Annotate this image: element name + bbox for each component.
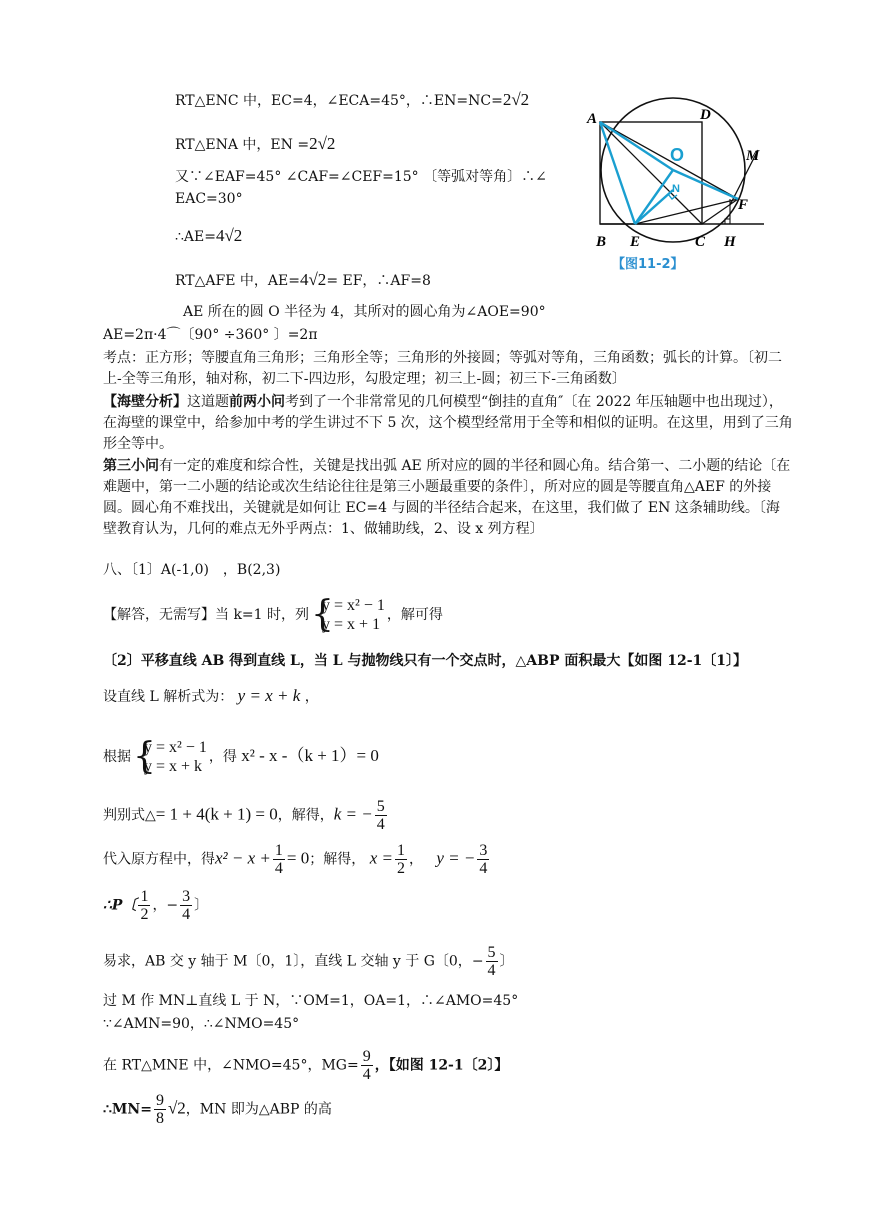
y-value: y = − xyxy=(436,848,476,868)
line-p5 xyxy=(103,798,389,833)
text: 在 RT△MNE 中，∠NMO=45°，MG= xyxy=(103,1057,359,1074)
numerator: 1 xyxy=(274,842,283,859)
separator: ，− xyxy=(152,897,179,914)
text: ∴MN= xyxy=(103,1101,152,1118)
numerator: 3 xyxy=(182,888,191,905)
line-of xyxy=(673,170,738,199)
text: 代入原方程中，得 xyxy=(103,851,215,868)
text: 【解答，无需写】当 k=1 时，列 xyxy=(103,607,310,623)
line-5 xyxy=(175,270,431,291)
text-tail: ， xyxy=(304,689,319,705)
numerator: 5 xyxy=(376,798,385,815)
formula: x² - x -（k + 1）= 0 xyxy=(241,746,379,765)
denominator: 4 xyxy=(274,860,283,877)
text: ∴AE= xyxy=(175,229,216,245)
denominator: 4 xyxy=(376,816,385,833)
close: 〕 xyxy=(499,953,514,970)
line-p6: 代入原方程中，得x² − x + $\frac{1}{4}$ = 0；解得， x = $\frac{1}{2}$ ， y = − $\frac{3}{4}$ xyxy=(103,842,488,877)
line-af xyxy=(600,122,738,199)
text-mid: ，解得， xyxy=(277,807,334,824)
denominator: 4 xyxy=(362,1066,371,1083)
denominator: 4 xyxy=(479,860,488,877)
haibi-analysis xyxy=(103,392,793,455)
text: 易求，AB 交 y 轴于 M〔0，1〕，直线 L 交轴 y 于 G〔0， xyxy=(103,953,472,970)
label-d: D xyxy=(700,107,711,123)
eq-1: y = x² − 1 xyxy=(322,597,385,614)
value: 4√2 xyxy=(215,226,243,245)
denominator: 2 xyxy=(140,906,149,923)
text-tail: ，解可得 xyxy=(386,607,443,623)
fraction-5-4 xyxy=(375,798,387,833)
line-p12 xyxy=(103,1092,332,1127)
value: 4√2 xyxy=(299,270,327,289)
heading: 【海壁分析】 xyxy=(103,394,187,410)
line-p7 xyxy=(103,888,208,923)
line-4 xyxy=(175,226,242,247)
line-p11 xyxy=(103,1048,508,1083)
close: 〕 xyxy=(194,897,209,914)
line-1 xyxy=(175,90,529,111)
point-p: ∴P〔 xyxy=(103,897,137,914)
denominator: 8 xyxy=(155,1110,164,1127)
text: RT△ENA 中，EN = xyxy=(175,137,310,153)
formula: x² − x + xyxy=(215,848,271,868)
fraction-1-4 xyxy=(273,842,285,877)
emphasis: 第三小问 xyxy=(103,458,159,474)
denominator: 4 xyxy=(182,906,191,923)
label-m: M xyxy=(746,148,760,164)
line-p8 xyxy=(103,944,514,979)
text: 这道题 xyxy=(187,394,229,410)
text-tail: ，MN 即为△ABP 的高 xyxy=(185,1101,332,1118)
line-3a: 又∵∠EAF=45° ∠CAF=∠CEF=15° 〔等弧对等角〕∴∠ xyxy=(175,169,547,185)
denominator: 2 xyxy=(396,860,405,877)
text: 判别式△ xyxy=(103,807,156,824)
numerator: 1 xyxy=(140,888,149,905)
formula: y = x + k xyxy=(237,686,301,705)
kaodian: 考点：正方形；等腰直角三角形；三角形全等；三角形的外接圆；等弧对等角，三角函数；弧长的计算。〔初二上-全等三角形，轴对称，初二下-四边形，勾股定理；初三上-圆；初三下-三角函数〕 xyxy=(103,350,782,387)
part-2-heading: 〔2〕平移直线 AB 得到直线 L，当 L 与抛物线只有一个交点时，△ABP 面积最大【如图 12-1〔1〕】 xyxy=(103,653,748,669)
text-rest: 有一定的难度和综合性，关键是找出弧 AE 所对应的圆的半径和圆心角。结合第一、二小题的结论〔在难题中，第一二小题的结论或次生结论往往是第三小题最重要的条件〕，所对应的圆是等腰直角△AEF 的外接圆。圆心角不难找出，关键就是如何让 EC=4 与圆的半径结合起来，在这里，我们做了 EN 这条辅助线。〔海壁教育认为，几何的难点无外乎两点：1、做辅助线，2、设 x 列方程〕 xyxy=(103,458,791,537)
line-2 xyxy=(175,134,335,155)
eq-2: y = x + 1 xyxy=(322,616,381,633)
text: 根据 xyxy=(103,749,131,765)
section-8-solve xyxy=(103,596,443,634)
line-p3 xyxy=(103,686,319,707)
emphasis: 前两小问 xyxy=(229,394,285,410)
line-3b: EAC=30° xyxy=(175,191,243,207)
fraction-5-4 xyxy=(486,944,498,979)
section-8: 八、〔1〕A(-1,0) ，B(2,3) xyxy=(103,562,281,578)
numerator: 5 xyxy=(487,944,496,961)
line-ao xyxy=(600,122,673,170)
third-question-analysis xyxy=(103,456,793,540)
fraction-3-4 xyxy=(180,888,192,923)
equation-system: { y = x² − 1 y = x + 1 xyxy=(311,594,385,635)
text-tail: = EF，∴AF=8 xyxy=(326,273,431,289)
figure-caption: 【图11-2】 xyxy=(612,257,684,272)
eq-1: y = x² − 1 xyxy=(144,739,207,756)
line-p9: 过 M 作 MN⊥直线 L 于 N，∵OM=1，OA=1，∴∠AMO=45° xyxy=(103,993,519,1009)
text-mid: ，得 xyxy=(208,749,237,765)
label-e: E xyxy=(630,234,641,250)
text: RT△AFE 中，AE= xyxy=(175,273,300,289)
fraction-1-2 xyxy=(138,888,150,923)
fraction-9-4 xyxy=(361,1048,373,1083)
k-value: k = − xyxy=(333,804,373,824)
text: RT△ENC 中，EC=4，∠ECA=45°，∴EN=NC= xyxy=(175,93,503,109)
numerator: 9 xyxy=(155,1092,164,1109)
x-value: x = xyxy=(369,848,393,868)
label-b: B xyxy=(596,234,607,250)
line-p10: ∵∠AMN=90，∴∠NMO=45° xyxy=(103,1016,300,1032)
text: 设直线 L 解析式为： xyxy=(103,689,234,705)
text-tail: ，【如图 12-1〔2〕】 xyxy=(374,1057,509,1074)
line-7: AE=2π·4⌒〔90° ÷360° 〕=2π xyxy=(103,327,318,343)
text-rest: 考到了一个非常常见的几何模型“倒挂的直角″〔在 2022 年压轴题中也出现过），在海壁的课堂中，给参加中考的学生讲过不下 5 次，这个模型经常用于全等和相似的证明。在这里，用到了三角形全等中。 xyxy=(103,394,793,452)
fraction-3-4 xyxy=(477,842,489,877)
geometry-figure xyxy=(580,95,780,275)
numerator: 9 xyxy=(362,1048,371,1065)
numerator: 3 xyxy=(479,842,488,859)
minus: − xyxy=(471,953,484,970)
formula: = 1 + 4(k + 1) = 0 xyxy=(155,804,278,824)
line-p4 xyxy=(103,738,379,776)
sqrt: √2 xyxy=(167,1098,186,1118)
denominator: 4 xyxy=(487,962,496,979)
label-a: A xyxy=(587,111,598,127)
fraction-1-2 xyxy=(395,842,407,877)
label-n: N xyxy=(672,183,680,195)
equation-system: { y = x² − 1 y = x + k xyxy=(133,736,207,777)
value: 2√2 xyxy=(502,90,530,109)
text-mid: ；解得， xyxy=(309,851,366,868)
label-h: H xyxy=(724,234,736,250)
formula-tail: = 0 xyxy=(286,848,310,868)
label-f: F xyxy=(738,197,749,213)
line-ae xyxy=(600,122,635,224)
label-c: C xyxy=(695,234,706,250)
label-o: O xyxy=(670,145,685,165)
numerator: 1 xyxy=(396,842,405,859)
eq-2: y = x + k xyxy=(144,758,203,775)
line-6: AE 所在的圆 O 半径为 4，其所对的圆心角为∠AOE=90° xyxy=(183,304,546,320)
fraction-9-8 xyxy=(154,1092,166,1127)
value: 2√2 xyxy=(309,134,336,153)
